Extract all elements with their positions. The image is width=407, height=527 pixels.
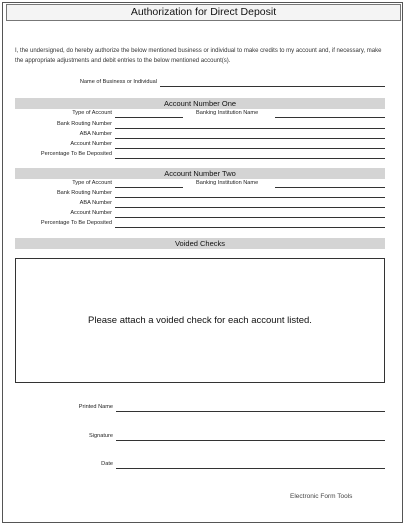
account1-routing-label: Bank Routing Number (56, 121, 112, 127)
printed-name-label: Printed Name (78, 404, 113, 410)
account2-percent-label: Percentage To Be Deposited (40, 220, 112, 226)
account2-routing-field[interactable] (115, 197, 385, 198)
account2-aba-field[interactable] (115, 207, 385, 208)
account2-routing-label: Bank Routing Number (56, 190, 112, 196)
date-field[interactable] (116, 468, 385, 469)
form-title: Authorization for Direct Deposit (6, 4, 401, 21)
account1-type-label: Type of Account (72, 110, 112, 116)
footer-brand: Electronic Form Tools (290, 493, 353, 500)
section-voided-checks-header: Voided Checks (15, 238, 385, 249)
account2-percent-field[interactable] (115, 227, 385, 228)
account1-percent-field[interactable] (115, 158, 385, 159)
intro-paragraph: I, the undersigned, do hereby authorize the below mentioned business or individual to make credits to my account and, if necessary, make the appropriate adjustments and debit entries to the below mentioned account(s). (15, 48, 382, 64)
account1-bank-field[interactable] (275, 117, 385, 118)
account1-bank-label: Banking Institution Name (196, 110, 259, 116)
account2-aba-label: ABA Number (79, 200, 112, 206)
printed-name-field[interactable] (116, 411, 385, 412)
account2-bank-field[interactable] (275, 187, 385, 188)
voided-check-instruction: Please attach a voided check for each account listed. (88, 315, 312, 326)
account1-type-field[interactable] (115, 117, 183, 118)
account1-percent-label: Percentage To Be Deposited (40, 151, 112, 157)
voided-check-attachment-area (15, 258, 385, 383)
business-name-label: Name of Business or Individual (79, 79, 157, 85)
business-name-field[interactable] (160, 86, 385, 87)
account1-number-field[interactable] (115, 148, 385, 149)
account2-type-label: Type of Account (72, 180, 112, 186)
account1-aba-field[interactable] (115, 138, 385, 139)
account1-routing-field[interactable] (115, 128, 385, 129)
account2-number-label: Account Number (70, 210, 112, 216)
account1-number-label: Account Number (70, 141, 112, 147)
account2-bank-label: Banking Institution Name (196, 180, 259, 186)
signature-label: Signature (89, 433, 113, 439)
account1-aba-label: ABA Number (79, 131, 112, 137)
account2-type-field[interactable] (115, 187, 183, 188)
section-account-two-header: Account Number Two (15, 168, 385, 179)
account2-number-field[interactable] (115, 217, 385, 218)
section-account-one-header: Account Number One (15, 98, 385, 109)
signature-field[interactable] (116, 440, 385, 441)
date-label: Date (101, 461, 113, 467)
